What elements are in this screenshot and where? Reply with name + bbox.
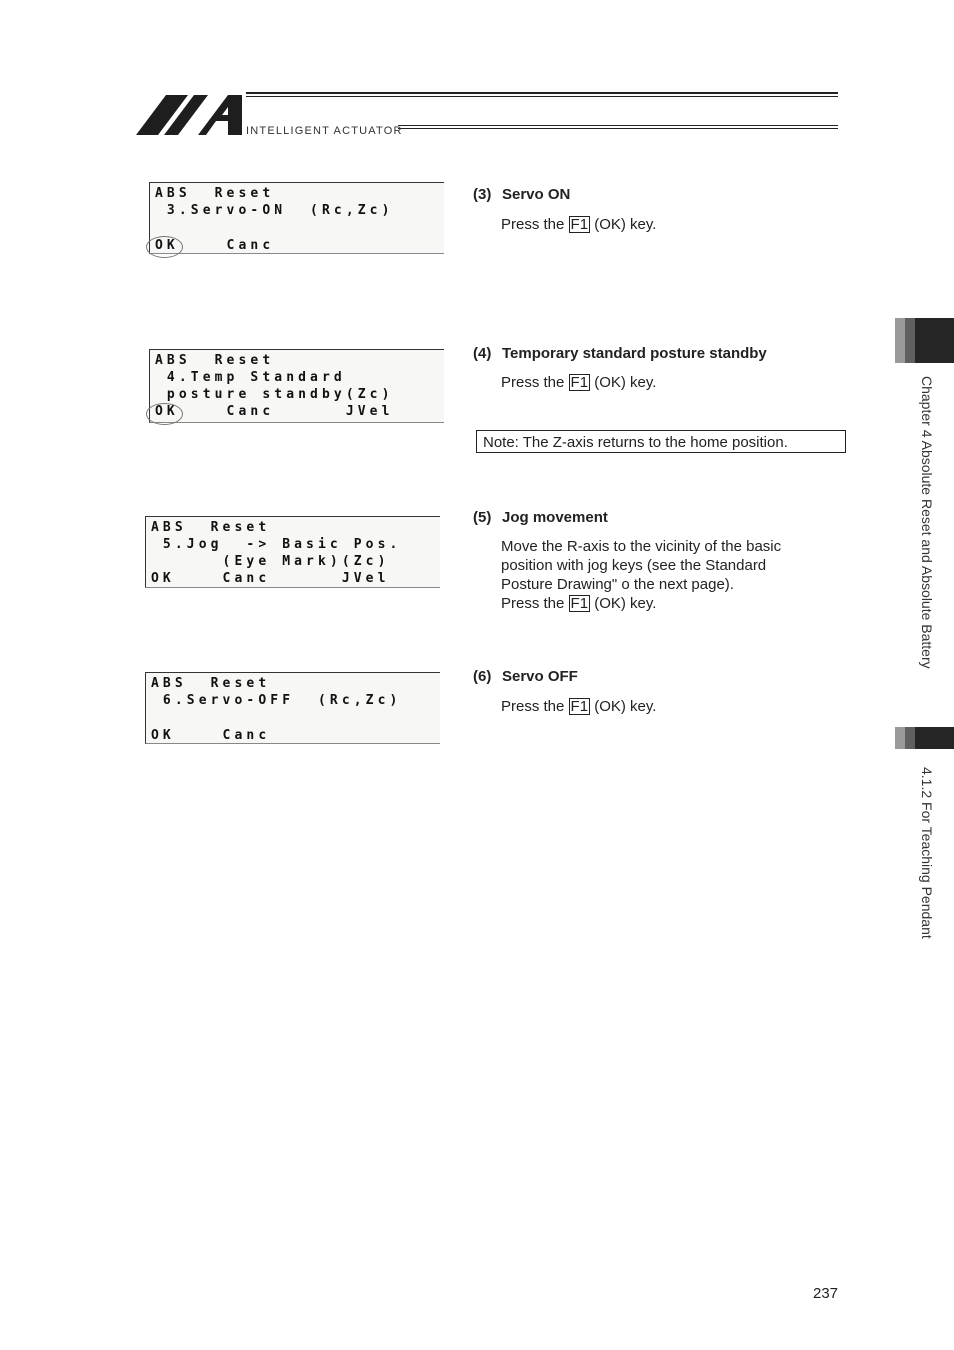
step-number: (5): [473, 509, 492, 526]
step-number: (3): [473, 186, 492, 203]
screen-line: ABS Reset: [155, 353, 275, 368]
step-title: Jog movement: [502, 509, 608, 526]
description-line: Posture Drawing" o the next page).: [501, 576, 734, 593]
chapter-side-title: Chapter 4 Absolute Reset and Absolute Battery: [919, 376, 935, 669]
screen-line: OK Canc: [155, 238, 275, 253]
header-rule: [398, 125, 838, 126]
step-heading: [473, 345, 767, 362]
instruction-text: (OK) key.: [590, 595, 657, 612]
step-instruction: [501, 594, 781, 613]
step-heading: [473, 509, 608, 526]
description-line: Move the R-axis to the vicinity of the basic: [501, 538, 782, 555]
instruction-text: Press the: [501, 216, 569, 233]
screen-line: OK Canc: [151, 728, 271, 743]
header-rule: [246, 96, 838, 97]
instruction-text: Press the: [501, 698, 569, 715]
screen-line: ABS Reset: [151, 520, 271, 535]
f1-key-label: F1: [570, 595, 589, 612]
instruction-text: (OK) key.: [590, 216, 657, 233]
screen-line: ABS Reset: [151, 676, 271, 691]
screen-line: posture standby(Zc): [155, 387, 394, 402]
pendant-screen-servo-off: [145, 672, 440, 744]
f1-key-label: F1: [570, 374, 589, 391]
pendant-screen-jog: [145, 516, 440, 588]
instruction-text: (OK) key.: [590, 698, 657, 715]
iai-logo-icon: [136, 91, 246, 137]
screen-line: ABS Reset: [155, 186, 275, 201]
instruction-text: Press the: [501, 595, 569, 612]
step-instruction: [501, 697, 656, 716]
instruction-text: (OK) key.: [590, 374, 657, 391]
note-box: Note: The Z-axis returns to the home position.: [476, 430, 846, 453]
screen-line: OK Canc JVel: [151, 571, 390, 586]
step-number: (4): [473, 345, 492, 362]
description-line: position with jog keys (see the Standard: [501, 557, 767, 574]
brand-name: INTELLIGENT ACTUATOR: [246, 125, 403, 137]
step-title: Temporary standard posture standby: [502, 345, 767, 362]
ok-highlight-circle: [146, 403, 183, 425]
step-title: Servo ON: [502, 186, 571, 203]
screen-line: 5.Jog -> Basic Pos.: [151, 537, 402, 552]
header-rule: [246, 92, 838, 94]
step-instruction: [501, 373, 656, 392]
page-number: 237: [813, 1285, 839, 1302]
screen-line: (Eye Mark)(Zc): [151, 554, 390, 569]
step-instruction: [501, 215, 656, 234]
screen-line: OK Canc JVel: [155, 404, 394, 419]
f1-key-label: F1: [570, 216, 589, 233]
header-rule: [398, 128, 838, 129]
step-heading: [473, 668, 578, 685]
pendant-screen-temp-standard: [149, 349, 444, 423]
step-title: Servo OFF: [502, 668, 578, 685]
step-heading: [473, 186, 570, 203]
screen-line: 4.Temp Standard: [155, 370, 346, 385]
screen-line: 3.Servo-ON (Rc,Zc): [155, 203, 394, 218]
f1-key-label: F1: [570, 698, 589, 715]
screen-line: 6.Servo-OFF (Rc,Zc): [151, 693, 402, 708]
step-number: (6): [473, 668, 492, 685]
step-description: [501, 537, 781, 613]
pendant-screen-servo-on: [149, 182, 444, 254]
instruction-text: Press the: [501, 374, 569, 391]
ok-highlight-circle: [146, 236, 183, 258]
section-side-title: 4.1.2 For Teaching Pendant: [919, 767, 935, 939]
